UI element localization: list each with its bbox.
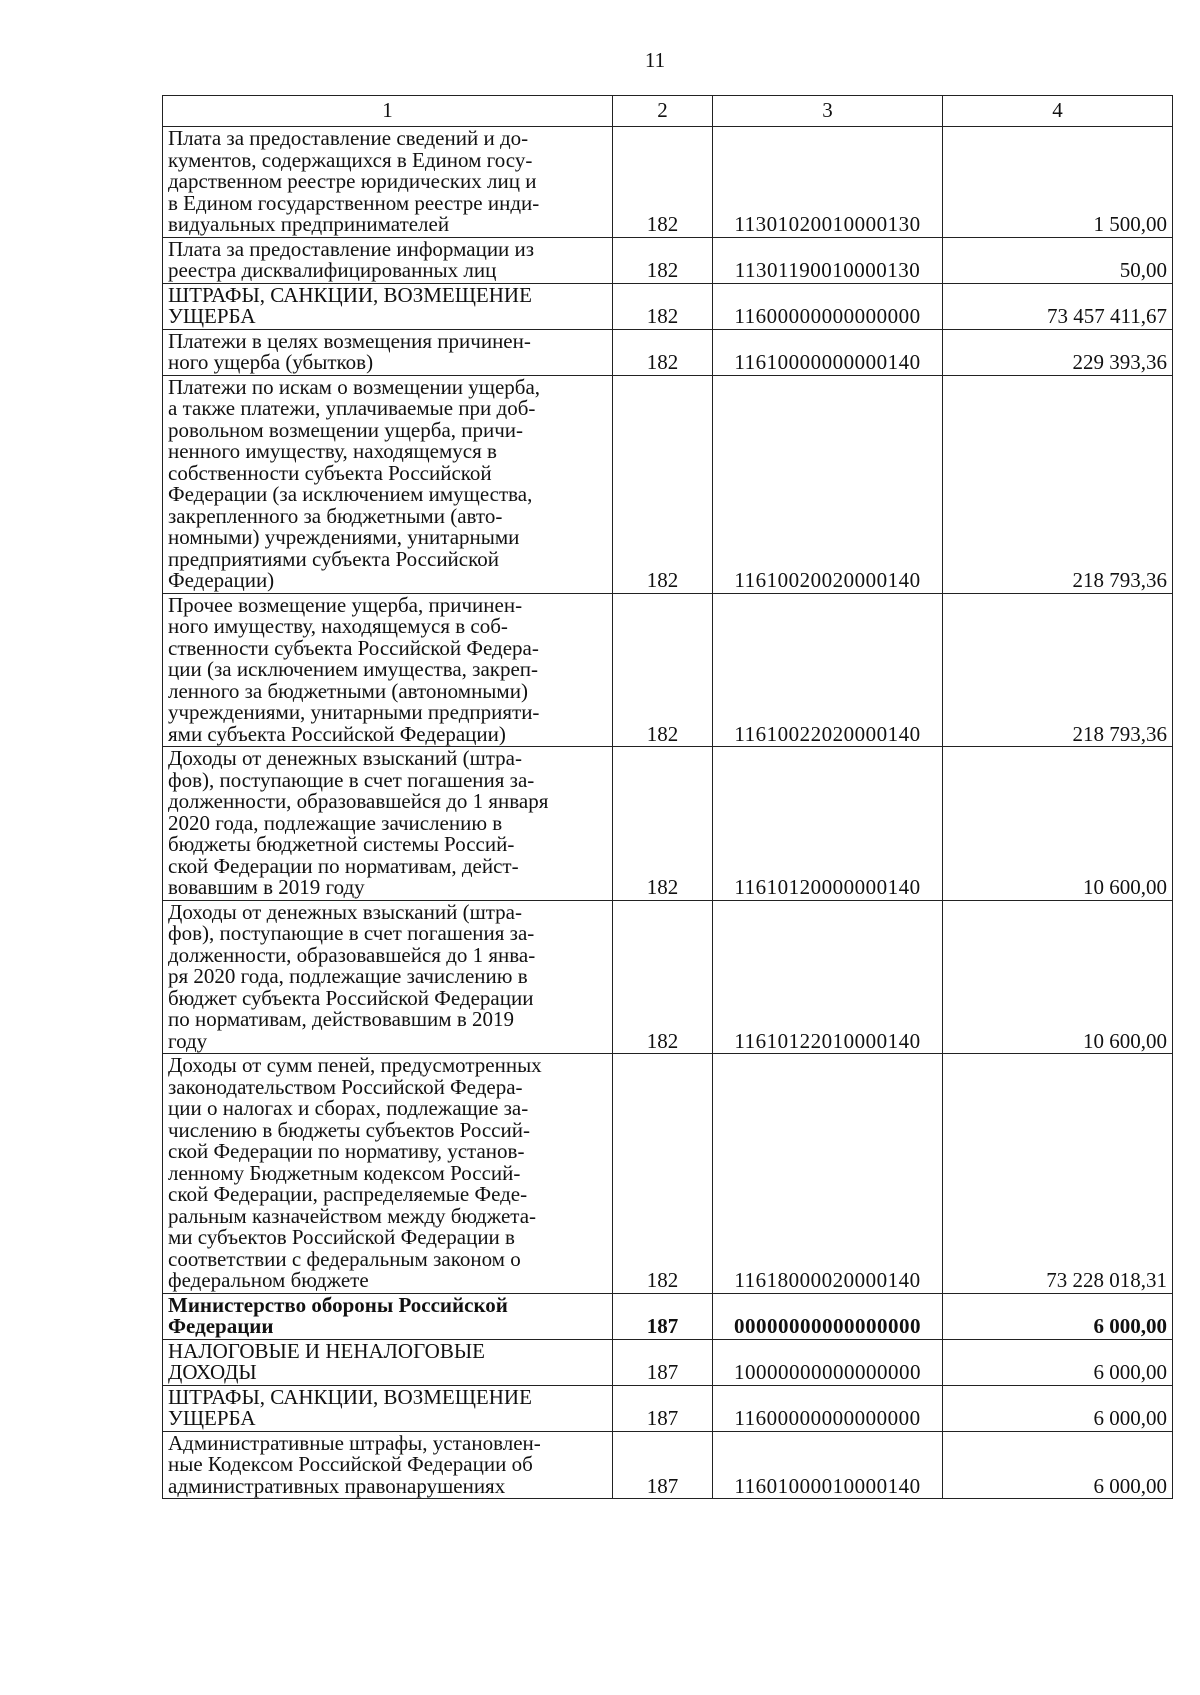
row-admin-code: 182 [613, 283, 713, 329]
row-budget-code: 11600000000000000 [713, 283, 943, 329]
row-admin-code: 182 [613, 747, 713, 901]
row-admin-code: 182 [613, 593, 713, 747]
table-row [163, 1339, 1173, 1385]
row-budget-code: 11610122010000140 [713, 900, 943, 1054]
table-row [163, 127, 1173, 238]
revenue-table [162, 95, 1173, 1499]
row-name: ШТРАФЫ, САНКЦИИ, ВОЗМЕЩЕНИЕ УЩЕРБА [163, 283, 613, 329]
column-header-2: 2 [613, 96, 713, 127]
row-admin-code: 182 [613, 900, 713, 1054]
row-name: Плата за предоставление сведений и до- кументов, содержащихся в Едином госу- дарственном реестре юридических лиц и в Едином государственном реестре инди- видуальных предпринимателей [163, 127, 613, 238]
row-admin-code: 182 [613, 127, 713, 238]
row-admin-code: 182 [613, 375, 713, 593]
row-admin-code: 187 [613, 1385, 713, 1431]
page-number: 11 [644, 48, 666, 72]
row-budget-code: 11618000020000140 [713, 1054, 943, 1294]
row-name: Доходы от сумм пеней, предусмотренных законодательством Российской Федера- ции о налогах и сборах, подлежащие за- числению в бюджеты субъектов Россий- ской Федерации по нормативу, установ- ленному Бюджетным кодексом Россий- ской Федерации, распределяемые Феде- ральным казначейством между бюджета- ми субъектов Российской Федерации в соответствии с федеральным законом о федеральном бюджете [163, 1054, 613, 1294]
row-admin-code: 187 [613, 1431, 713, 1499]
row-name: Административные штрафы, установлен- ные Кодексом Российской Федерации об административных правонарушениях [163, 1431, 613, 1499]
column-header-1: 1 [163, 96, 613, 127]
row-name: Плата за предоставление информации из реестра дисквалифицированных лиц [163, 237, 613, 283]
row-amount: 6 000,00 [943, 1431, 1173, 1499]
row-amount: 10 600,00 [943, 900, 1173, 1054]
row-name: Платежи по искам о возмещении ущерба, а также платежи, уплачиваемые при доб- ровольном возмещении ущерба, причи- ненного имуществу, находящемуся в собственности субъекта Российской Федерации (за исключением имущества, закрепленного за бюджетными (авто- номными) учреждениями, унитарными предприятиями субъекта Российской Федерации) [163, 375, 613, 593]
column-header-4: 4 [943, 96, 1173, 127]
row-name: Платежи в целях возмещения причинен- ного ущерба (убытков) [163, 329, 613, 375]
row-budget-code: 11601000010000140 [713, 1431, 943, 1499]
row-budget-code: 11600000000000000 [713, 1385, 943, 1431]
row-name: Министерство обороны Российской Федерации [163, 1293, 613, 1339]
row-name: НАЛОГОВЫЕ И НЕНАЛОГОВЫЕ ДОХОДЫ [163, 1339, 613, 1385]
row-amount: 229 393,36 [943, 329, 1173, 375]
row-budget-code: 11610022020000140 [713, 593, 943, 747]
row-amount: 6 000,00 [943, 1339, 1173, 1385]
row-admin-code: 187 [613, 1339, 713, 1385]
table-row [163, 375, 1173, 593]
row-budget-code: 00000000000000000 [713, 1293, 943, 1339]
row-name: ШТРАФЫ, САНКЦИИ, ВОЗМЕЩЕНИЕ УЩЕРБА [163, 1385, 613, 1431]
table-row [163, 900, 1173, 1054]
row-amount: 6 000,00 [943, 1385, 1173, 1431]
table-body [163, 127, 1173, 1499]
row-budget-code: 11610120000000140 [713, 747, 943, 901]
row-admin-code: 182 [613, 237, 713, 283]
row-budget-code: 11301190010000130 [713, 237, 943, 283]
table-row [163, 1054, 1173, 1294]
row-amount: 218 793,36 [943, 593, 1173, 747]
table-row [163, 1431, 1173, 1499]
row-budget-code: 11610020020000140 [713, 375, 943, 593]
table-row [163, 329, 1173, 375]
table-header-row [163, 96, 1173, 127]
row-name: Доходы от денежных взысканий (штра- фов), поступающие в счет погашения за- долженности, образовавшейся до 1 янва- ря 2020 года, подлежащие зачислению в бюджет субъекта Российской Федерации по нормативам, действовавшим в 2019 году [163, 900, 613, 1054]
table-row [163, 283, 1173, 329]
row-amount: 6 000,00 [943, 1293, 1173, 1339]
row-amount: 50,00 [943, 237, 1173, 283]
row-admin-code: 182 [613, 329, 713, 375]
table-row [163, 237, 1173, 283]
table-row [163, 1385, 1173, 1431]
table-row [163, 747, 1173, 901]
row-amount: 73 228 018,31 [943, 1054, 1173, 1294]
row-amount: 218 793,36 [943, 375, 1173, 593]
row-admin-code: 187 [613, 1293, 713, 1339]
row-name: Доходы от денежных взысканий (штра- фов), поступающие в счет погашения за- долженности, образовавшейся до 1 января 2020 года, подлежащие зачислению в бюджеты бюджетной системы Россий- ской Федерации по нормативам, дейст- вовавшим в 2019 году [163, 747, 613, 901]
row-name: Прочее возмещение ущерба, причинен- ного имуществу, находящемуся в соб- ственности субъекта Российской Федера- ции (за исключением имущества, закреп- ленного за бюджетными (автономными) учреждениями, унитарными предприяти- ями субъекта Российской Федерации) [163, 593, 613, 747]
row-admin-code: 182 [613, 1054, 713, 1294]
row-budget-code: 10000000000000000 [713, 1339, 943, 1385]
row-amount: 10 600,00 [943, 747, 1173, 901]
row-amount: 1 500,00 [943, 127, 1173, 238]
table-row-ministry [163, 1293, 1173, 1339]
row-budget-code: 11301020010000130 [713, 127, 943, 238]
table-row [163, 593, 1173, 747]
column-header-3: 3 [713, 96, 943, 127]
row-amount: 73 457 411,67 [943, 283, 1173, 329]
row-budget-code: 11610000000000140 [713, 329, 943, 375]
